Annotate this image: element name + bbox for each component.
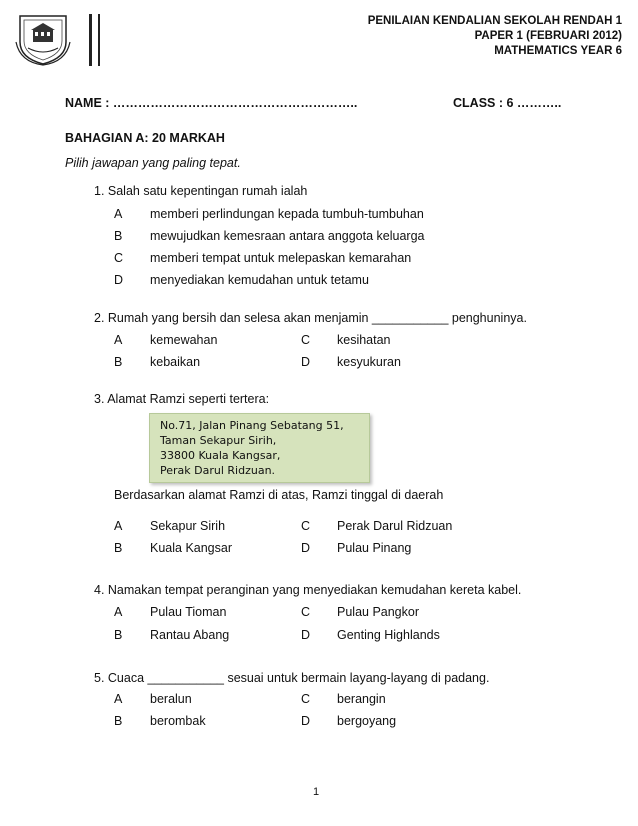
option-text: memberi perlindungan kepada tumbuh-tumbuhan: [150, 207, 424, 221]
option-letter: D: [301, 714, 311, 728]
option-letter: A: [114, 692, 123, 706]
option-letter: C: [114, 251, 124, 265]
option-letter: A: [114, 207, 123, 221]
option-text: Genting Highlands: [337, 628, 440, 642]
option-letter: C: [301, 605, 311, 619]
option-text: Kuala Kangsar: [150, 541, 233, 555]
option-text: kebaikan: [150, 355, 201, 369]
option-text: kemewahan: [150, 333, 218, 347]
header-divider-left: [89, 14, 92, 66]
option-letter: C: [301, 333, 311, 347]
option-text: Sekapur Sirih: [150, 519, 226, 533]
option-text: Pulau Tioman: [150, 605, 227, 619]
option-letter: B: [114, 628, 123, 642]
section-title: BAHAGIAN A: 20 MARKAH: [65, 131, 225, 145]
option-letter: A: [114, 333, 123, 347]
option-text: Pulau Pangkor: [337, 605, 420, 619]
address-line: Taman Sekapur Sirih,: [160, 434, 277, 447]
question-3-follow-up: Berdasarkan alamat Ramzi di atas, Ramzi tinggal di daerah: [114, 488, 444, 502]
option-text: berombak: [150, 714, 206, 728]
option-letter: D: [301, 628, 311, 642]
option-text: Pulau Pinang: [337, 541, 412, 555]
option-letter: D: [114, 273, 124, 287]
option-letter: B: [114, 714, 123, 728]
address-line: 33800 Kuala Kangsar,: [160, 449, 281, 462]
option-letter: A: [114, 519, 123, 533]
question-1-stem: 1. Salah satu kepentingan rumah ialah: [94, 184, 308, 198]
address-line: Perak Darul Ridzuan.: [160, 464, 276, 477]
option-text: memberi tempat untuk melepaskan kemarahan: [150, 251, 412, 265]
question-4-stem: 4. Namakan tempat peranginan yang menyediakan kemudahan kereta kabel.: [94, 583, 522, 597]
name-field: NAME : …………………………………………………..: [65, 96, 358, 110]
option-text: kesihatan: [337, 333, 391, 347]
address-box: [149, 413, 370, 483]
option-text: Rantau Abang: [150, 628, 230, 642]
page-number: 1: [313, 786, 320, 798]
exam-header: [368, 14, 622, 59]
option-letter: D: [301, 355, 311, 369]
option-letter: B: [114, 229, 123, 243]
option-letter: B: [114, 355, 123, 369]
question-3-stem: 3. Alamat Ramzi seperti tertera:: [94, 392, 270, 406]
option-text: Perak Darul Ridzuan: [337, 519, 453, 533]
option-letter: C: [301, 692, 311, 706]
option-text: mewujudkan kemesraan antara anggota keluarga: [150, 229, 425, 243]
school-logo: [14, 12, 72, 66]
option-letter: D: [301, 541, 311, 555]
option-text: bergoyang: [337, 714, 397, 728]
question-2-stem: 2. Rumah yang bersih dan selesa akan menjamin ___________ penghuninya.: [94, 311, 527, 325]
header-divider-right: [98, 14, 100, 66]
question-5-stem: 5. Cuaca ___________ sesuai untuk bermain layang-layang di padang.: [94, 671, 490, 685]
header-line-1: PENILAIAN KENDALIAN SEKOLAH RENDAH 1: [367, 15, 622, 27]
option-letter: B: [114, 541, 123, 555]
option-text: kesyukuran: [337, 355, 401, 369]
class-field: CLASS : 6 ………..: [453, 96, 562, 110]
header-line-2: PAPER 1 (FEBRUARI 2012): [474, 30, 622, 42]
address-line: No.71, Jalan Pinang Sebatang 51,: [160, 419, 344, 432]
option-text: menyediakan kemudahan untuk tetamu: [150, 273, 369, 287]
option-letter: A: [114, 605, 123, 619]
option-text: beralun: [150, 692, 192, 706]
option-text: berangin: [337, 692, 386, 706]
header-line-3: MATHEMATICS YEAR 6: [494, 45, 622, 57]
instruction: Pilih jawapan yang paling tepat.: [65, 156, 241, 170]
option-letter: C: [301, 519, 311, 533]
